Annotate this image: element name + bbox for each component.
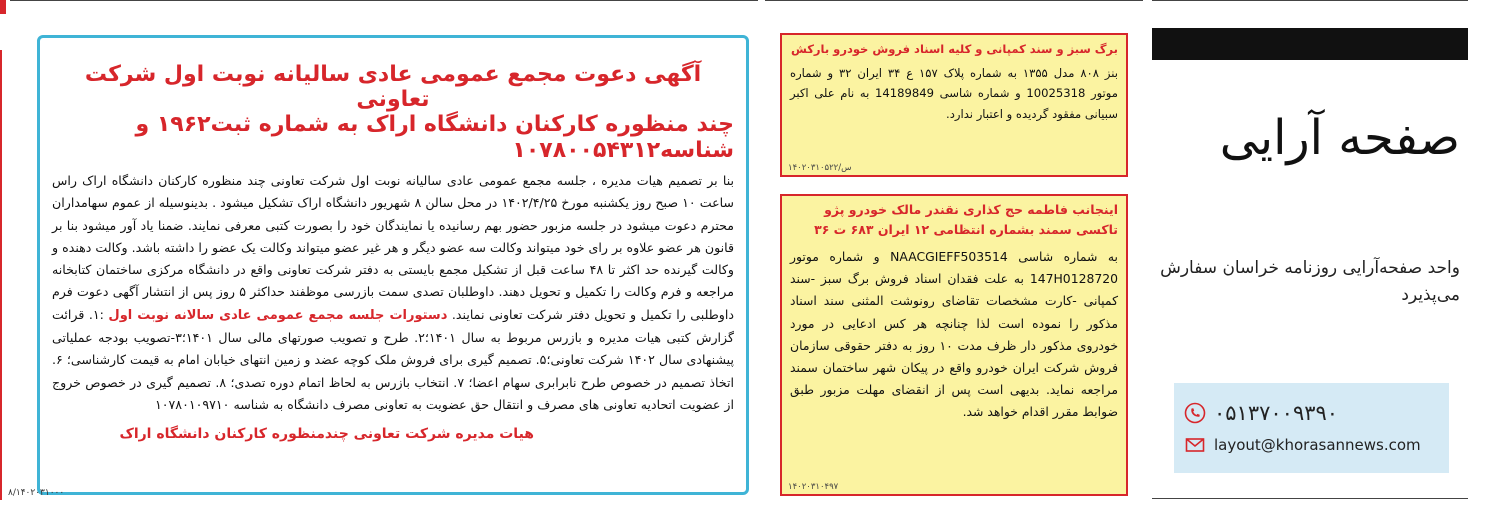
contact-box	[1174, 383, 1449, 473]
top-rule-left	[10, 0, 758, 1]
main-notice-signature: هیات مدیره شرکت تعاونی چندمنظوره کارکنان دانشگاه اراک	[119, 426, 534, 443]
header-black-bar	[1152, 28, 1468, 60]
top-rule-middle	[765, 0, 1143, 1]
notice-1-code: ۱۴۰۲۰۳۱۰۵۲۲/س	[788, 163, 852, 173]
notice-2-body: به شماره شاسی NAACGIEFF503514 و شماره موتور 147H0128720 به علت فقدان اسناد فروش برگ سبز -سند کمپانی -کارت مشخصات تقاضای رونوشت المثنی سند اسناد مذکور را نموده است لذا چنانچه هر کس ادعایی در مورد خودروی مذکور دار ظرف مدت ۱۰ روز به دفتر حقوقی سازمان فروش شرکت ایران خودرو واقع در پیکان شهر ساختمان سمند مراجعه نماید. بدیهی است پس از انقضای مهلت مزبور طبق ضوابط مقرر اقدام خواهد شد.	[790, 249, 1119, 420]
left-edge-mark-bottom	[0, 50, 2, 500]
main-notice-body-text: بنا بر تصمیم هیات مدیره ، جلسه مجمع عمومی عادی سالیانه نوبت اول شرکت تعاونی چند منظوره کارکنان دانشگاه اراک راس ساعت ۱۰ صبح روز یکشنبه مورخ ۱۴۰۲/۴/۲۵ در محل سالن ۸ شهریور دانشگاه اراک تشکیل میشود . بدینوسیله از عموم سهامداران محترم دعوت میشود در جلسه مزبور حضور بهم رسانیده یا نمایندگان خود را بصورت کتبی معرفی نمایند. ضمنا یاد آور میشود بنا بر قانون هر عضو علاوه بر رای خود میتواند وکالت سه عضو دیگر و هر غیر عضو میتواند وکالت یک عضو را داشته باشد. وکالت دهنده و وکالت گیرنده حد اکثر تا ۴۸ ساعت قبل از تشکیل مجمع بایستی به دفتر شرکت تعاونی واقع در دانشگاه مرکزی ساختمان کتابخانه مراجعه و فرم وکالت را تکمیل و تحویل دهند. داوطلبان تصدی سمت بازرسی موظفند حداکثر ۵ روز پس از انتشار آگهی دعوت فرم داوطلبی را تکمیل و تحویل دفتر شرکت تعاونی نمایند.	[52, 173, 734, 322]
phone-number: ۰۵۱۳۷۰۰۹۳۹۰	[1214, 401, 1339, 425]
email-address[interactable]: layout@khorasannews.com	[1214, 436, 1421, 454]
bottom-rule-right	[1152, 498, 1468, 499]
main-notice-subtitle: چند منظوره کارکنان دانشگاه اراک به شماره ثبت۱۹۶۲ و شناسه۱۰۷۸۰۰۵۴۳۱۲	[135, 112, 734, 163]
service-description: واحد صفحه‌آرایی روزنامه خراسان سفارش می‌پذیرد	[1160, 258, 1460, 305]
left-edge-mark-top	[0, 0, 6, 14]
notice-2-title: اینجانب فاطمه حج کذاری نقندر مالک خودرو پژو تاکسی سمند بشماره انتظامی ۱۲ ایران ۶۸۳ ت ۳۶	[814, 202, 1118, 237]
main-notice-agenda: :۱. قرائت گزارش کتبی هیات مدیره و بازرس مربوط به سال ۱۴۰۱؛۲. طرح و تصویب صورتهای مالی سال ۱۴۰۱؛۳-تصویب بودجه عملیاتی پیشنهادی سال ۱۴۰۲ شرکت تعاونی؛۵. تصمیم گیری برای فروش ملک کوچه عضد و زمین انتهای خیابان امام به قیمت کارشناسی؛ ۶. اتخاذ تصمیم در خصوص طرح نابرابری سهام اعضا؛ ۷. انتخاب بازرس به لحاظ اتمام دوره تصدی؛ ۸. تصمیم گیری در خصوص خروج از عضویت اتحادیه تعاونی های مصرف و انتقال حق عضویت به تعاونی مصرف دانشگاه به شناسه ۱۰۷۸۰۱۰۹۷۱۰	[52, 306, 734, 412]
lost-documents-notice-1	[780, 33, 1128, 177]
page-title: صفحه آرایی	[1219, 110, 1460, 166]
main-notice-agenda-heading: دستورات جلسه مجمع عمومی عادی سالانه نوبت اول	[108, 307, 448, 323]
notice-1-body: بنز ۸۰۸ مدل ۱۳۵۵ به شماره پلاک ۱۵۷ ع ۳۴ ایران ۳۲ و شماره موتور 10025318 و شماره شاسی 14189849 به نام علی اکبر سبیانی مفقود گردیده و اعتبار ندارد.	[790, 66, 1119, 121]
lost-documents-notice-2	[780, 194, 1128, 496]
notice-1-title: برگ سبز و سند کمپانی و کلیه اسناد فروش خودرو بارکش	[790, 42, 1118, 56]
notice-2-code: ۱۴۰۲۰۳۱۰۴۹۷	[788, 482, 839, 492]
main-notice-title: آگهی دعوت مجمع عمومی عادی سالیانه نوبت اول شرکت تعاونی	[84, 62, 702, 112]
top-rule-right	[1152, 0, 1468, 1]
main-notice-body	[52, 170, 734, 416]
main-notice	[37, 35, 749, 495]
main-notice-code: ۸/۱۴۰۲۰۳۱۰۰۰	[8, 488, 65, 498]
phone-icon	[1184, 402, 1206, 424]
mail-icon	[1184, 434, 1206, 456]
email-row[interactable]	[1184, 429, 1439, 461]
phone-row[interactable]	[1184, 397, 1439, 429]
